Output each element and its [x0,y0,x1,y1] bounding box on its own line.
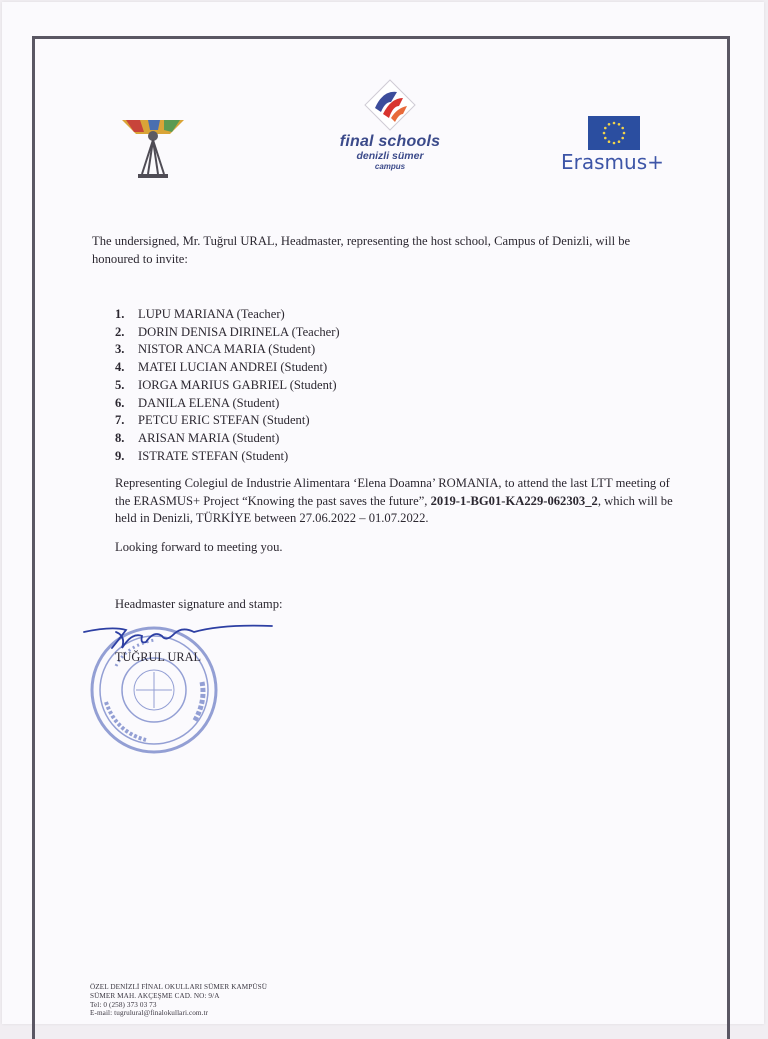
invitee-name: ARISAN MARIA (Student) [138,430,280,445]
footer-street: SÜMER MAH. AKÇEŞME CAD. NO: 9/A [90,991,220,1000]
invitee-name: ISTRATE STEFAN (Student) [138,448,289,463]
invitee-list [115,306,340,465]
representation-paragraph [115,475,675,528]
list-item [115,448,340,466]
list-item [115,395,340,413]
invitee-name: MATEI LUCIAN ANDREI (Student) [138,360,328,375]
erasmus-wordmark: Erasmus+ [561,150,664,174]
footer-school-name: ÖZEL DENİZLİ FİNAL OKULLARI SÜMER KAMPÜSÜ [90,983,268,991]
campus-location: denizli sümer [356,150,424,162]
list-item [115,377,340,395]
document-page [2,2,764,1024]
footer-email: E-mail: tugrulural@finalokullari.com.tr [90,1009,209,1018]
list-item [115,341,340,359]
list-number: 5. [115,377,125,392]
list-item [115,306,340,324]
invitee-name: NISTOR ANCA MARIA (Student) [138,342,316,357]
list-item [115,412,340,430]
intro-paragraph: The undersigned, Mr. Tuğrul URAL, Headmaster, representing the host school, Campus of Denizli, will be honoured to invite: [92,234,631,266]
project-code: 2019-1-BG01-KA229-062303_2 [430,493,598,508]
campus-label: campus [374,162,406,171]
signer-name: TUĞRUL URAL [115,650,201,664]
list-number: 6. [115,395,125,410]
erasmus-logo [558,116,678,176]
eu-flag-icon [588,116,640,150]
list-number: 2. [115,324,125,339]
invitee-name: LUPU MARIANA (Teacher) [138,307,285,321]
final-schools-name: final schools [339,133,441,150]
list-number: 4. [115,360,125,375]
final-schools-logo [320,78,460,182]
list-item [115,324,340,342]
closing-line: Looking forward to meeting you. [115,540,283,554]
representation-text-end: , which will be held in Denizli, TÜRKİYE between 27.06.2022 – 01.07.2022. [115,493,673,525]
list-number: 9. [115,448,125,463]
list-number: 3. [115,342,125,357]
final-schools-mark-icon [363,78,417,132]
footer-phone: Tel: 0 (258) 373 03 73 [90,1000,157,1009]
invitee-name: DORIN DENISA DIRINELA (Teacher) [138,324,340,339]
list-item [115,430,340,448]
invitee-name: IORGA MARIUS GABRIEL (Student) [138,377,337,392]
list-number: 1. [115,307,125,321]
page-border-frame [32,36,730,1039]
representation-text: Representing Colegiul de Industrie Alimentara ‘Elena Doamna’ ROMANIA, to attend the last LTT meeting of the ERASMUS+ Project “Knowing the past saves the future”, [115,476,670,508]
invitee-name: DANILA ELENA (Student) [138,395,280,410]
list-number: 7. [115,413,125,428]
signature-label: Headmaster signature and stamp: [115,597,283,611]
footer-address [90,983,267,1018]
invitee-name: PETCU ERIC STEFAN (Student) [138,413,310,428]
list-item [115,359,340,377]
list-number: 8. [115,430,125,445]
trophy-emblem-icon [120,114,186,184]
